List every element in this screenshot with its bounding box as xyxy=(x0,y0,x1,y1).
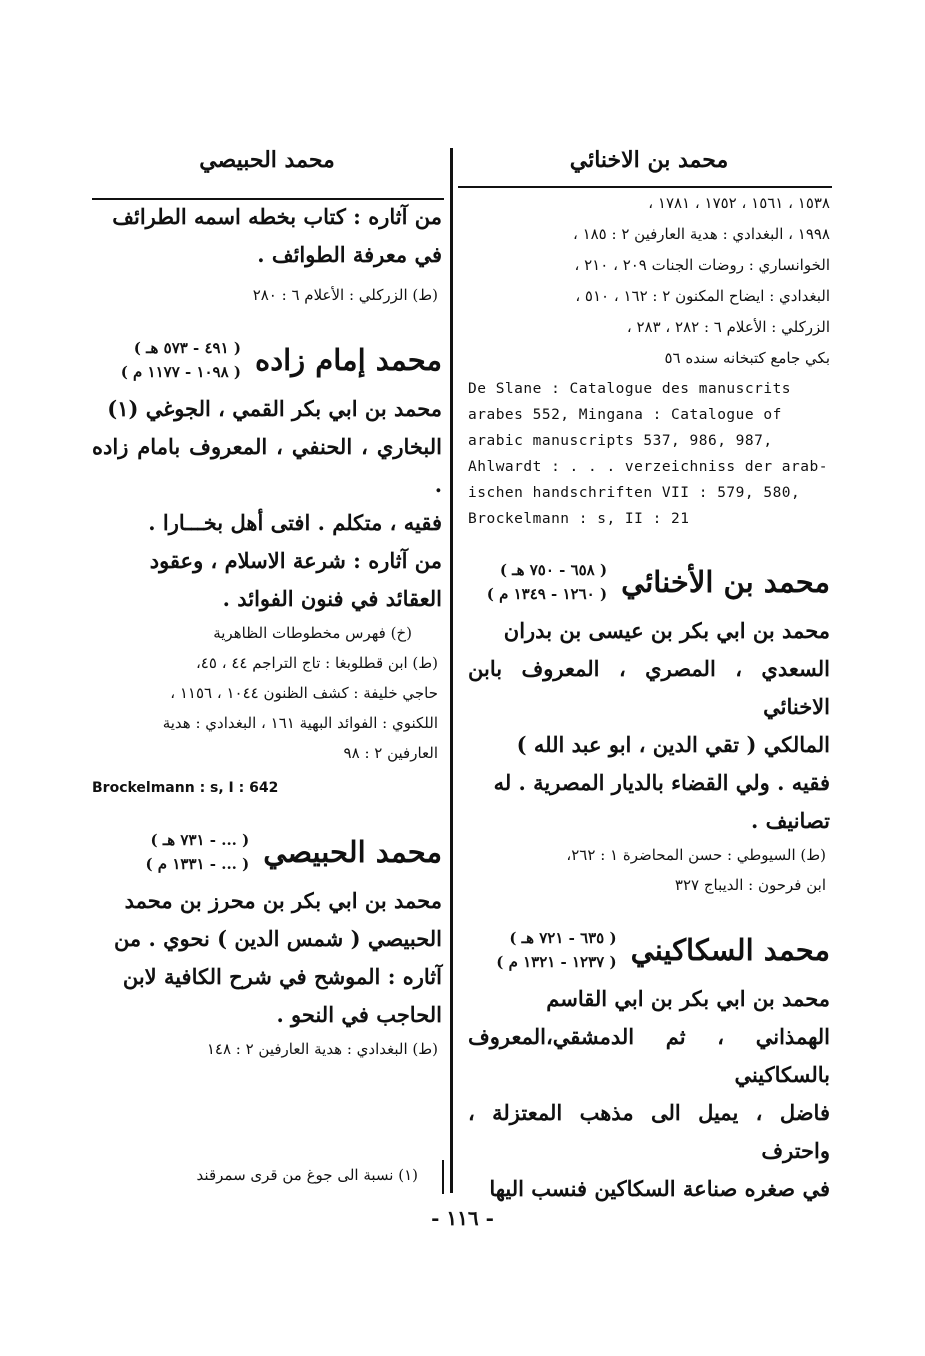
running-header-right: محمد بن الاخنائي xyxy=(569,147,729,173)
entry-name: محمد الحبيصي xyxy=(263,835,442,869)
entry-text-line: محمد بن ابي بكر بن ابي القاسم xyxy=(546,986,830,1011)
entry-text-line: في صغره صناعة السكاكين فنسب اليها xyxy=(489,1176,830,1201)
entry-name: محمد السكاكيني xyxy=(630,933,830,967)
source-line: (ط) البغدادي : هدية العارفين ٢ : ١٤٨ xyxy=(206,1040,438,1058)
entry-text-line: محمد بن ابي بكر بن عيسى بن بدران xyxy=(503,618,830,643)
date-hijri: ( ... - ٧٣١ هـ ) xyxy=(150,831,250,849)
date-gregorian: ( ... - ١٣٣١ م ) xyxy=(145,855,250,873)
entry-text-line: محمد بن ابي بكر القمي ، الجوغي (١) xyxy=(107,396,442,421)
entry-heading xyxy=(92,828,442,876)
entry-text-line: محمد بن ابي بكر بن محرز بن محمد xyxy=(124,888,442,913)
date-hijri: ( ٦٥٨ - ٧٥٠ هـ ) xyxy=(499,561,608,579)
date-gregorian: ( ١٢٣٧ - ١٣٢١ م ) xyxy=(496,953,617,971)
latin-line: arabes 552, Mingana : Catalogue of xyxy=(468,407,782,423)
entry-dates xyxy=(145,828,249,876)
source-line: حاجي خليفة : كشف الظنون ١٠٤٤ ، ١١٥٦ ، xyxy=(170,684,438,702)
source-line: (ط) الزركلي : الأعلام ٦ : ٢٨٠ xyxy=(252,286,438,304)
date-hijri: ( ٦٣٥ - ٧٢١ هـ ) xyxy=(509,929,617,947)
source-line: اللكنوي : الفوائد البهية ١٦١ ، البغدادي : هدية xyxy=(162,714,438,732)
date-gregorian: ( ١٠٩٨ - ١١٧٧ م ) xyxy=(120,363,241,381)
latin-references xyxy=(468,376,830,532)
entry-text-line: فاضل ، يميل الى مذهب المعتزلة ، واحترف xyxy=(468,1100,830,1163)
page-number: - ١١٦ - xyxy=(431,1206,494,1230)
entry-dates xyxy=(487,558,607,606)
date-hijri: ( ٤٩١ - ٥٧٣ هـ ) xyxy=(133,339,241,357)
entry-text-line: المالكي ( تقي الدين ، ابو عبد الله ) xyxy=(516,732,830,757)
entry-text-line: فقيه ، متكلم . افتى أهل بخـــارا . xyxy=(148,510,442,535)
ref-line: ١٥٣٨ ، ١٥٦١ ، ١٧٥٢ ، ١٧٨١ ، xyxy=(648,194,830,212)
entry-dates xyxy=(121,336,241,384)
entry-text-line: في معرفة الطوائف . xyxy=(257,242,442,267)
entry-text-line: فقيه . ولي القضاء بالديار المصرية . له xyxy=(493,770,830,795)
left-column xyxy=(92,140,442,1064)
latin-line: ischen handschriften VII : 579, 580, xyxy=(468,485,801,501)
source-line: (خ) فهرس مخطوطات الظاهرية xyxy=(213,624,412,642)
entry-text-line: الحبيصي ( شمس الدين ) نحوي . من xyxy=(113,926,442,951)
entry-text-line: من آثاره : شرعة الاسلام ، وعقود xyxy=(149,548,442,573)
latin-line: De Slane : Catalogue des manuscrits xyxy=(468,381,792,397)
running-header-left: محمد الحبيصي xyxy=(199,147,335,173)
latin-line: Ahlwardt : . . . verzeichniss der arab- xyxy=(468,459,828,475)
ref-line: الزركلي : الأعلام ٦ : ٢٨٢ ، ٢٨٣ ، xyxy=(626,318,830,336)
entry-text-line: العقائد في فنون الفوائد . xyxy=(222,586,442,611)
entry-heading xyxy=(468,558,830,606)
source-line: (ط) السيوطي : حسن المحاضرة ١ : ٢٦٢، xyxy=(566,846,826,864)
latin-line: Brockelmann : s, II : 21 xyxy=(468,511,690,527)
column-divider xyxy=(450,148,453,1193)
footnote-separator xyxy=(430,1160,444,1194)
entry-text-line: تصانيف . xyxy=(751,808,830,833)
source-line: العارفين ٢ : ٩٨ xyxy=(343,744,438,762)
entry-heading xyxy=(92,336,442,384)
entry-name: محمد بن الأخنائي xyxy=(621,565,830,599)
ref-line: البغدادي : ايضاح المكنون ٢ : ١٦٢ ، ٥١٠ ، xyxy=(575,287,830,305)
ref-line: الخوانساري : روضات الجنات ٢٠٩ ، ٢١٠ ، xyxy=(574,256,830,274)
entry-text-line: البخاري ، الحنفي ، المعروف بامام زاده . xyxy=(92,434,442,497)
source-line: ابن فرحون : الديباج ٣٢٧ xyxy=(674,876,826,894)
entry-text-line: السعدي ، المصري ، المعروف بابن الاخنائي xyxy=(468,656,830,719)
entry-text-line: الحاجب في النحو . xyxy=(276,1002,442,1027)
entry-name: محمد إمام زاده xyxy=(255,343,442,377)
entry-heading xyxy=(468,926,830,974)
date-gregorian: ( ١٢٦٠ - ١٣٤٩ م ) xyxy=(486,585,608,603)
entry-dates xyxy=(496,926,616,974)
right-column xyxy=(468,140,830,1208)
ref-line: بكي جامع كتبخانه سنده ٥٦ xyxy=(664,349,830,367)
latin-line: arabic manuscripts 537, 986, 987, xyxy=(468,433,773,449)
footnote: (١) نسبة الى جوغ من قرى سمرقند xyxy=(196,1166,418,1184)
entry-text-line: من آثاره : كتاب بخطه اسمه الطرائف xyxy=(112,204,442,229)
entry-text-line: آثاره : الموشح في شرح الكافية لابن xyxy=(122,964,442,989)
latin-reference: Brockelmann : s, I : 642 xyxy=(92,780,279,796)
entry-text-line: الهمذاني ، ثم الدمشقي،المعروف بالسكاكيني xyxy=(468,1024,830,1087)
ref-line: ١٩٩٨ ، البغدادي : هدية العارفين ٢ : ١٨٥ ، xyxy=(572,225,830,243)
source-line: (ط) ابن قطلوبغا : تاج التراجم ٤٤ ، ٤٥، xyxy=(195,654,438,672)
